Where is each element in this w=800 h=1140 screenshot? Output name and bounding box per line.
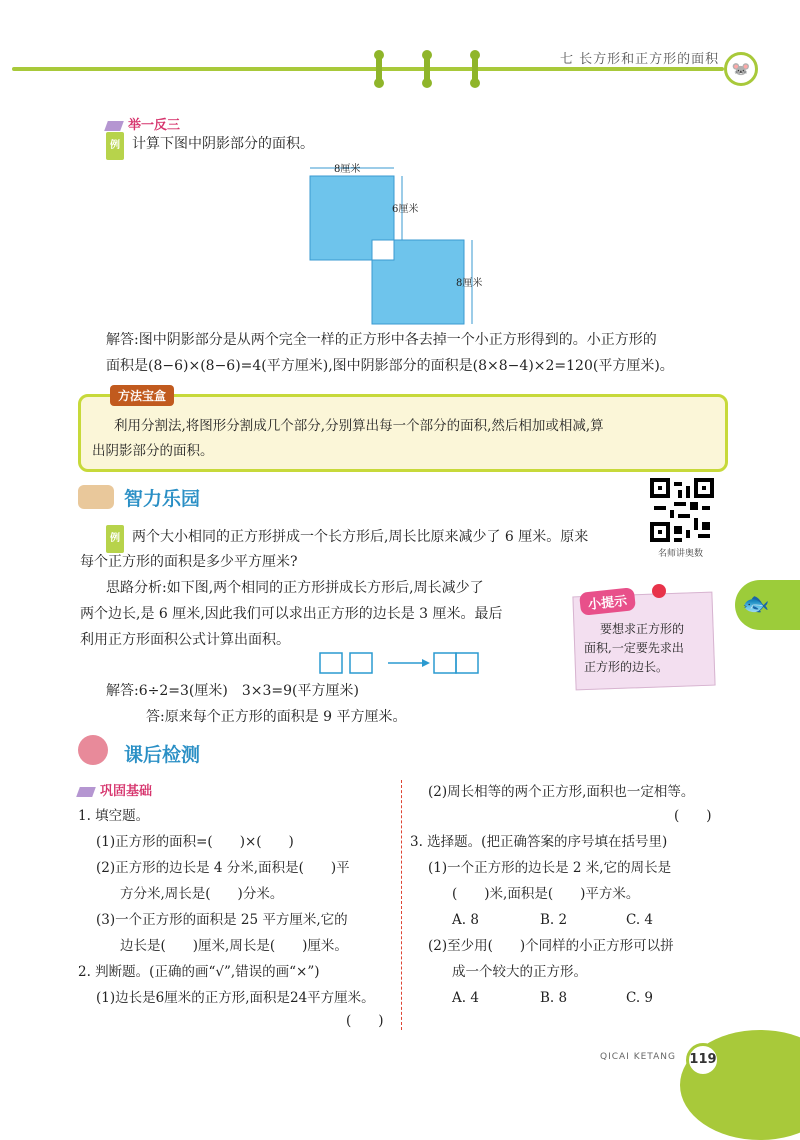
squares-diagram — [318, 651, 484, 675]
question-line: (3)一个正方形的面积是 25 平方厘米,它的 — [96, 912, 348, 928]
question-line: 边长是( )厘米,周长是( )厘米。 — [120, 938, 348, 954]
option-a[interactable]: A. 8 — [452, 912, 479, 928]
question-line: (1)正方形的面积=( )×( ) — [96, 834, 294, 850]
rect-left-half — [434, 653, 456, 673]
footer-brand: QICAI KETANG — [600, 1052, 676, 1062]
binder-peg — [472, 54, 478, 84]
puzzle-conclusion: 答:原来每个正方形的面积是 9 平方厘米。 — [146, 709, 407, 725]
puzzle-answer: 解答:6÷2=3(厘米) 3×3=9(平方厘米) — [106, 683, 359, 699]
question-line: (2)至少用( )个同样的小正方形可以拼 — [428, 938, 674, 954]
brain-icon — [78, 485, 114, 509]
hint-text: 要想求正方形的 — [600, 622, 685, 636]
method-text: 利用分割法,将图形分割成几个部分,分别算出每一个部分的面积,然后相加或相减,算 — [114, 418, 604, 434]
answer-blank[interactable]: ( ) — [674, 808, 712, 824]
puzzle-question: 例 两个大小相同的正方形拼成一个长方形后,周长比原来减少了 6 厘米。原来 — [106, 524, 588, 553]
square-b — [350, 653, 372, 673]
qr-code-icon[interactable] — [650, 478, 714, 542]
mascot-icon: 🐭 — [724, 52, 758, 86]
tag-icon — [76, 787, 96, 797]
rect-right-half — [456, 653, 478, 673]
answer-line: 解答:图中阴影部分是从两个完全一样的正方形中各去掉一个小正方形得到的。小正方形的 — [106, 332, 657, 348]
fish-icon: 🐟 — [742, 592, 770, 617]
question-line: (2)正方形的边长是 4 分米,面积是( )平 — [96, 860, 350, 876]
label-mid: 6厘米 — [392, 204, 419, 215]
label-top: 8厘米 — [334, 164, 361, 175]
question-line: 2. 判断题。(正确的画“√”,错误的画“×”) — [78, 964, 320, 980]
subsection-heading: 巩固基础 — [78, 780, 152, 799]
label-right: 8厘米 — [456, 278, 483, 289]
chapter-title: 七 长方形和正方形的面积 — [560, 52, 720, 67]
question-line: (2)周长相等的两个正方形,面积也一定相等。 — [428, 784, 695, 800]
option-c[interactable]: C. 4 — [626, 912, 654, 928]
option-b[interactable]: B. 2 — [540, 912, 568, 928]
question-line: (1)边长是6厘米的正方形,面积是24平方厘米。 — [96, 990, 375, 1006]
hint-title: 小提示 — [579, 587, 636, 616]
page-number: 119 — [686, 1043, 720, 1077]
arrow-head — [422, 659, 430, 667]
tag-icon — [104, 121, 124, 131]
analysis-text: 两个边长,是 6 厘米,因此我们可以求出正方形的边长是 3 厘米。最后 — [80, 606, 503, 622]
question-line: (1)一个正方形的边长是 2 米,它的周长是 — [428, 860, 672, 876]
option-b[interactable]: B. 8 — [540, 990, 568, 1006]
header-rule — [12, 67, 724, 71]
hint-text: 正方形的边长。 — [584, 660, 669, 674]
method-text: 出阴影部分的面积。 — [92, 443, 214, 459]
analysis-text: 利用正方形面积公式计算出面积。 — [80, 632, 290, 648]
section-heading-puzzle: 智力乐园 — [124, 488, 201, 510]
pin-icon — [652, 584, 666, 598]
square-a — [320, 653, 342, 673]
question-line: 3. 选择题。(把正确答案的序号填在括号里) — [410, 834, 668, 850]
column-divider — [401, 780, 402, 1030]
example-badge: 例 — [106, 132, 124, 160]
question-line: ( )米,面积是( )平方米。 — [452, 886, 640, 902]
method-tag: 方法宝盒 — [110, 385, 174, 406]
hint-text: 面积,一定要先求出 — [584, 641, 684, 655]
binder-peg — [376, 54, 382, 84]
puzzle-question-cont: 每个正方形的面积是多少平方厘米? — [80, 554, 298, 570]
example-question: 例 计算下图中阴影部分的面积。 — [106, 131, 314, 160]
option-c[interactable]: C. 9 — [626, 990, 654, 1006]
example-badge: 例 — [106, 525, 124, 553]
shaded-figure — [300, 160, 510, 330]
binder-peg — [424, 54, 430, 84]
section-heading-review: 课后检测 — [124, 744, 201, 766]
cutout-square — [372, 240, 394, 260]
answer-line: 面积是(8−6)×(8−6)=4(平方厘米),图中阴影部分的面积是(8×8−4)×2=120(平方厘米)。 — [106, 358, 674, 374]
question-line: 方分米,周长是( )分米。 — [120, 886, 284, 902]
question-line: 1. 填空题。 — [78, 808, 150, 824]
section-heading-examples: 举一反三 — [106, 114, 180, 133]
option-a[interactable]: A. 4 — [452, 990, 479, 1006]
question-line: 成一个较大的正方形。 — [452, 964, 587, 980]
analysis-text: 思路分析:如下图,两个相同的正方形拼成长方形后,周长减少了 — [106, 580, 484, 596]
answer-blank[interactable]: ( ) — [346, 1013, 384, 1029]
qr-caption: 名师讲奥数 — [658, 549, 704, 559]
character-icon — [78, 735, 108, 765]
